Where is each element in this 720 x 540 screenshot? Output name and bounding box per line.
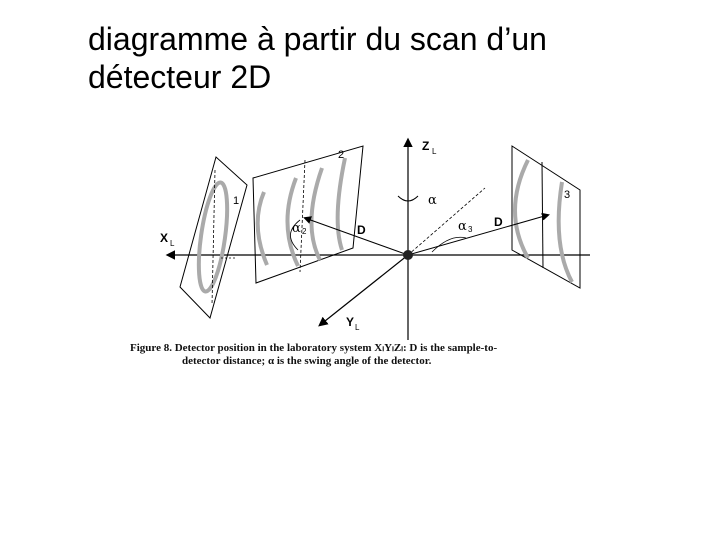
distance-label-left: D xyxy=(357,223,366,237)
detector-3-number: 3 xyxy=(564,189,571,201)
detector-2 xyxy=(253,146,363,283)
figure-caption-line-2: detector distance; α is the swing angle of the detector. xyxy=(182,355,432,367)
figure-caption-line-1: Figure 8. Detector position in the laboratory system XₗYₗZₗ: D is the sample-to- xyxy=(130,342,498,354)
alpha2-label-sub: 2 xyxy=(302,227,307,236)
x-axis-label: X xyxy=(160,231,169,245)
x-axis-label-sub: L xyxy=(170,239,175,248)
z-axis-label-sub: L xyxy=(432,147,437,156)
alpha3-label: α xyxy=(458,219,467,234)
slide-title-line-1: diagramme à partir du scan d’un xyxy=(88,21,547,57)
alpha2-label: α xyxy=(292,221,301,236)
slide-title xyxy=(88,20,688,96)
y-axis xyxy=(320,255,408,325)
slide-title-line-2: détecteur 2D xyxy=(88,59,272,95)
sample-point xyxy=(403,250,413,260)
figure-caption xyxy=(130,342,610,368)
y-axis-label: Y xyxy=(346,315,355,329)
detector-diagram xyxy=(150,130,600,340)
beam-to-detector-3 xyxy=(408,215,548,255)
alpha3-label-sub: 3 xyxy=(468,225,473,234)
detector-3 xyxy=(512,146,580,288)
y-axis-label-sub: L xyxy=(355,323,360,332)
detector-1 xyxy=(180,157,247,318)
alpha-label: α xyxy=(428,193,437,208)
detector-1-number: 1 xyxy=(233,195,240,207)
detector-2-number: 2 xyxy=(338,149,345,161)
detector-diagram-svg xyxy=(150,130,600,340)
distance-label-right: D xyxy=(494,215,503,229)
beam-dashed xyxy=(408,188,485,255)
z-axis-label: Z xyxy=(422,139,430,153)
